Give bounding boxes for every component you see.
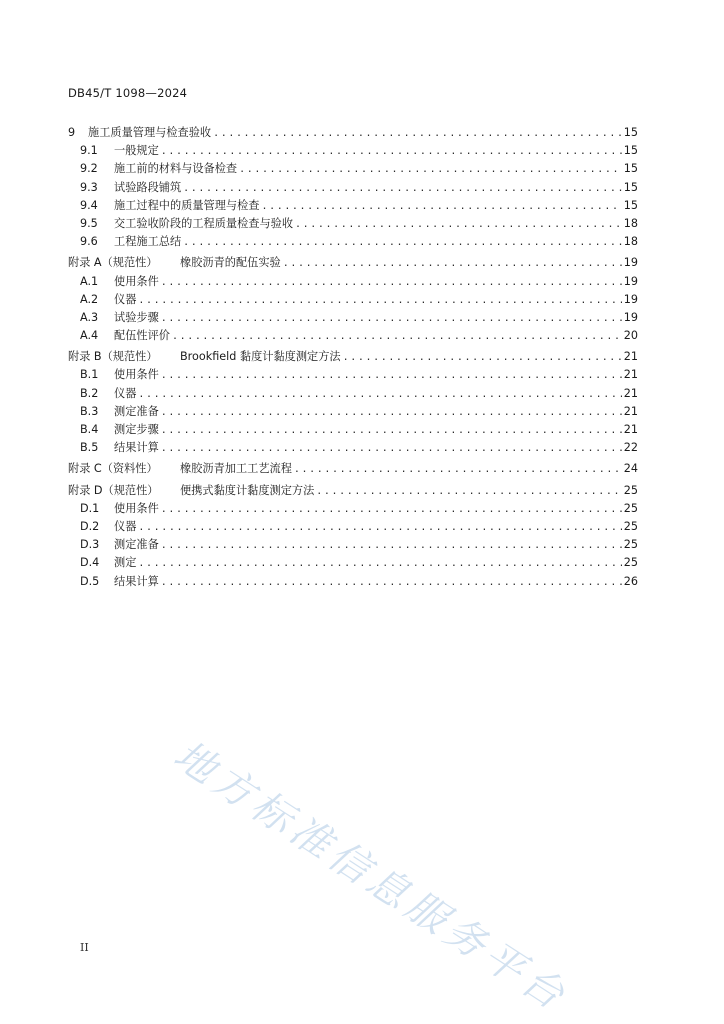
toc-entry-page: 25 — [623, 483, 638, 497]
toc-entry-number: A.3 — [80, 310, 99, 324]
toc-leader-dots — [316, 483, 621, 501]
toc-entry[interactable] — [68, 273, 638, 291]
toc-entry-title: 施工过程中的质量管理与检查 — [114, 198, 260, 212]
toc-entry-number: D.3 — [80, 538, 100, 552]
toc-entry-title: 结果计算 — [114, 574, 159, 588]
toc-entry-title: 测定 — [114, 556, 137, 570]
toc-leader-dots — [161, 143, 622, 161]
toc-entry[interactable] — [68, 142, 638, 160]
toc-entry-number: B.1 — [80, 368, 99, 382]
toc-entry-title: 结果计算 — [114, 441, 159, 455]
toc-entry-page: 26 — [623, 574, 638, 588]
page-number-footer: II — [80, 941, 89, 954]
toc-leader-dots — [161, 537, 622, 555]
toc-entry[interactable] — [68, 215, 638, 233]
toc-leader-dots — [161, 404, 622, 422]
toc-entry-title: 一般规定 — [114, 144, 159, 158]
toc-entry[interactable] — [68, 518, 638, 536]
toc-entry-number: B.4 — [80, 423, 99, 436]
toc-entry-page: 15 — [623, 144, 638, 158]
watermark-text: 地方标准信息服务平台 — [165, 732, 577, 1022]
toc-entry-page: 21 — [623, 423, 638, 436]
toc-entry-title: 测定准备 — [114, 538, 159, 552]
toc-entry[interactable] — [68, 179, 638, 197]
toc-entry-number: 9.4 — [80, 198, 98, 212]
toc-entry[interactable] — [68, 439, 638, 457]
toc-leader-dots — [161, 367, 622, 385]
toc-entry-number: D.5 — [80, 574, 100, 588]
toc-entry-number: 9.3 — [80, 180, 98, 194]
toc-entry-page: 21 — [623, 404, 638, 418]
toc-entry[interactable] — [68, 309, 638, 327]
toc-entry-page: 15 — [623, 162, 638, 176]
toc-entry-number: 附录 C（资料性） — [68, 462, 158, 476]
toc-entry-number: A.1 — [80, 274, 99, 288]
toc-entry[interactable] — [68, 554, 638, 572]
toc-entry-page: 15 — [623, 180, 638, 194]
toc-entry-page: 21 — [623, 350, 638, 364]
toc-leader-dots — [161, 310, 622, 328]
toc-leader-dots — [294, 461, 622, 479]
toc-entry-number: 9 — [68, 126, 76, 139]
toc-entry-title: 使用条件 — [114, 501, 159, 515]
toc-entry-page: 18 — [623, 216, 638, 230]
toc-entry[interactable] — [68, 291, 638, 309]
document-code-header: DB45/T 1098—2024 — [68, 86, 188, 100]
toc-leader-dots — [213, 125, 622, 143]
toc-leader-dots — [138, 386, 621, 404]
toc-entry-title: Brookfield 黏度计黏度测定方法 — [180, 350, 341, 364]
toc-entry-title: 试验路段铺筑 — [114, 180, 182, 194]
toc-leader-dots — [161, 501, 622, 519]
toc-entry-number: D.4 — [80, 556, 100, 570]
toc-leader-dots — [283, 255, 622, 273]
toc-entry-page: 15 — [623, 198, 638, 212]
table-of-contents — [68, 124, 638, 591]
toc-entry-title: 使用条件 — [114, 368, 159, 382]
toc-entry-page: 18 — [623, 235, 638, 249]
toc-entry-page: 21 — [623, 386, 638, 400]
toc-entry-page: 21 — [623, 368, 638, 382]
toc-entry-title: 仪器 — [114, 519, 137, 533]
toc-entry[interactable] — [68, 348, 638, 366]
toc-entry-title: 测定步骤 — [114, 423, 159, 436]
toc-entry-title: 施工前的材料与设备检查 — [114, 162, 238, 176]
toc-entry-number: 9.2 — [80, 162, 98, 176]
toc-entry-title: 配伍性评价 — [114, 329, 170, 343]
toc-entry-page: 19 — [623, 310, 638, 324]
toc-entry[interactable] — [68, 536, 638, 554]
toc-entry-number: D.2 — [80, 519, 100, 533]
toc-entry-title: 施工质量管理与检查验收 — [88, 126, 212, 139]
toc-entry[interactable] — [68, 327, 638, 345]
toc-entry[interactable] — [68, 421, 638, 439]
toc-entry-title: 仪器 — [114, 386, 137, 400]
toc-entry-number: 附录 B（规范性） — [68, 350, 158, 364]
toc-entry-title: 交工验收阶段的工程质量检查与验收 — [114, 216, 294, 230]
toc-entry[interactable] — [68, 254, 638, 272]
toc-leader-dots — [138, 292, 621, 310]
toc-entry-title: 便携式黏度计黏度测定方法 — [180, 483, 315, 497]
toc-entry[interactable] — [68, 403, 638, 421]
toc-entry-title: 工程施工总结 — [114, 235, 182, 249]
toc-entry-page: 25 — [623, 501, 638, 515]
toc-entry-page: 20 — [623, 329, 638, 343]
toc-leader-dots — [161, 274, 622, 292]
toc-entry[interactable] — [68, 482, 638, 500]
toc-entry-number: D.1 — [80, 501, 100, 515]
toc-leader-dots — [183, 234, 622, 252]
toc-entry[interactable] — [68, 233, 638, 251]
toc-entry-page: 22 — [623, 441, 638, 455]
toc-entry[interactable] — [68, 460, 638, 478]
toc-entry-page: 19 — [623, 292, 638, 306]
toc-leader-dots — [161, 574, 622, 592]
toc-entry-number: 9.5 — [80, 216, 98, 230]
toc-entry-page: 19 — [623, 274, 638, 288]
toc-entry-title: 测定准备 — [114, 404, 159, 418]
toc-leader-dots — [261, 198, 621, 216]
toc-entry-number: A.2 — [80, 292, 99, 306]
toc-entry-title: 橡胶沥青加工工艺流程 — [180, 462, 292, 476]
toc-leader-dots — [183, 180, 622, 198]
toc-entry[interactable] — [68, 197, 638, 215]
toc-leader-dots — [239, 161, 622, 179]
toc-entry-number: A.4 — [80, 329, 99, 343]
toc-entry-title: 试验步骤 — [114, 310, 159, 324]
toc-entry-number: B.2 — [80, 386, 99, 400]
toc-leader-dots — [161, 440, 622, 458]
toc-entry[interactable] — [68, 124, 638, 142]
toc-entry[interactable] — [68, 385, 638, 403]
toc-entry-page: 25 — [623, 538, 638, 552]
toc-entry[interactable] — [68, 160, 638, 178]
toc-entry-page: 15 — [623, 126, 638, 139]
toc-entry-number: 9.6 — [80, 235, 98, 249]
toc-entry[interactable] — [68, 500, 638, 518]
toc-entry[interactable] — [68, 366, 638, 384]
toc-entry-title: 使用条件 — [114, 274, 159, 288]
toc-entry-number: B.3 — [80, 404, 99, 418]
toc-leader-dots — [343, 349, 622, 367]
toc-entry-page: 19 — [623, 256, 638, 270]
toc-leader-dots — [172, 328, 622, 346]
toc-entry[interactable] — [68, 573, 638, 591]
toc-entry-number: 附录 A（规范性） — [68, 256, 158, 270]
toc-entry-page: 25 — [623, 556, 638, 570]
toc-leader-dots — [295, 216, 622, 234]
toc-entry-number: 附录 D（规范性） — [68, 483, 159, 497]
toc-leader-dots — [138, 519, 621, 537]
toc-entry-title: 仪器 — [114, 292, 137, 306]
toc-entry-page: 25 — [623, 519, 638, 533]
toc-leader-dots — [161, 422, 622, 440]
toc-leader-dots — [138, 555, 621, 573]
toc-entry-number: 9.1 — [80, 144, 98, 158]
toc-entry-title: 橡胶沥青的配伍实验 — [180, 256, 281, 270]
toc-entry-number: B.5 — [80, 441, 99, 455]
toc-entry-page: 24 — [623, 462, 638, 476]
